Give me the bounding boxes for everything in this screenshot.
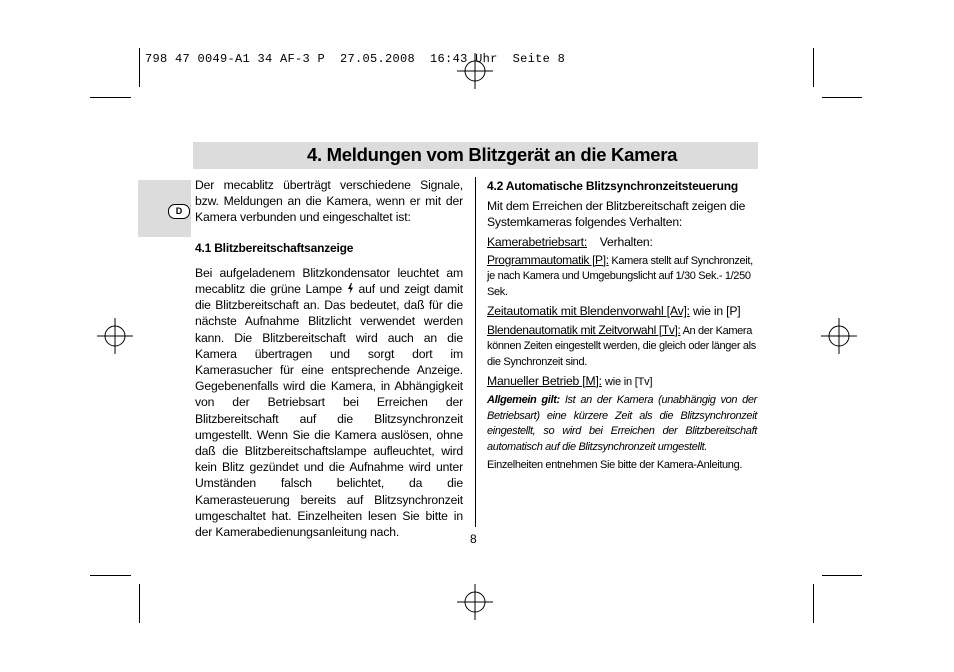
lightning-bolt-icon bbox=[347, 283, 354, 294]
registration-mark-icon bbox=[455, 582, 495, 622]
right-intro: Mit dem Erreichen der Blitzbereitschaft zeigen die Systemkameras folgendes Verhalten: bbox=[487, 199, 746, 230]
crop-mark bbox=[822, 575, 862, 576]
mode-header-row bbox=[487, 234, 757, 250]
general-label: Allgemein gilt: bbox=[487, 394, 560, 407]
mode-tv-text: An der Kamera können Zeiten eingestellt werden, die gleich oder länger als die Synchronzeit sind. bbox=[487, 324, 756, 368]
language-tab bbox=[138, 180, 191, 237]
slug-mid: 43 bbox=[452, 52, 468, 66]
crop-mark bbox=[139, 584, 140, 623]
print-slug bbox=[145, 52, 565, 66]
left-intro: Der mecablitz überträgt verschiedene Signale, bzw. Meldungen an die Kamera, wenn er mit der Kamera verbunden und eingeschaltet ist: bbox=[195, 178, 463, 225]
crop-mark bbox=[90, 97, 131, 98]
page-title: 4. Meldungen vom Blitzgerät an die Kamera bbox=[307, 144, 678, 165]
section-heading-4-1: 4.1 Blitzbereitschaftsanzeige bbox=[195, 240, 354, 255]
slug-right: Uhr Seite 8 bbox=[467, 52, 566, 66]
crop-mark bbox=[822, 97, 862, 98]
mode-p bbox=[487, 253, 757, 301]
slug-left: 798 47 0049-A1 34 AF-3 P 27.05.2008 16: bbox=[145, 52, 453, 66]
language-badge: D bbox=[168, 204, 190, 219]
mode-av bbox=[487, 303, 757, 319]
left-column bbox=[195, 177, 463, 540]
general-text: Ist an der Kamera (unabhängig von der Betriebsart) eine kürzere Zeit als die Blitzsynchronzeit eingestellt, so wird bei Erreichen der Blitzbereitschaft automatisch auf die Blitzsynchronzeit umgestellt. bbox=[487, 394, 758, 453]
left-body-part1: Bei aufgeladenem Blitzkondensator leuchtet am mecablitz die grüne Lampe bbox=[195, 265, 463, 297]
mode-m bbox=[487, 373, 757, 390]
registration-mark-icon bbox=[95, 316, 135, 356]
mode-p-label: Programmautomatik [P]: bbox=[487, 252, 609, 267]
right-column bbox=[487, 178, 757, 474]
left-body-part2: auf und zeigt damit die Blitzbereitschaft an. Das bedeutet, daß für die nächste Aufnahme Blitzlicht verwendet werden kann. Die Blitzbereitschaft wird auch an die Kamera übertragen und sorgt dort im Kamerasucher für eine entsprechende Anzeige. Gegebenenfalls wird die Kamera, in Abhängigkeit von der Betriebsart bei Erreichen der Blitzbereitschaft auf die Blitzsynchronzeit umgestellt. Wenn Sie die Kamera auslösen, ohne daß die Blitzbereitschaftslampe aufleuchtet, wird kein Blitz gezündet und die Aufnahme wird unter Umständen falsch belichtet, da die Kamerasteuerung bereits auf Blitzsynchronzeit umgeschaltet hat. Einzelheiten lesen Sie bitte in der Kamerabedienungsanleitung nach. bbox=[195, 282, 463, 540]
mode-m-text: wie in [Tv] bbox=[605, 376, 653, 389]
section-heading-4-2: 4.2 Automatische Blitzsynchronzeitsteuerung bbox=[487, 179, 739, 193]
title-bar bbox=[193, 142, 758, 169]
crop-mark bbox=[813, 584, 814, 623]
left-body bbox=[195, 265, 463, 540]
mode-p-text: Kamera stellt auf Synchronzeit, je nach Kamera und Umgebungslicht auf 1/30 Sek.- 1/250 Sek. bbox=[487, 254, 753, 298]
mode-tv bbox=[487, 323, 757, 371]
mode-av-label: Zeitautomatik mit Blendenvorwahl [Av]: bbox=[487, 304, 690, 319]
column-divider bbox=[475, 177, 476, 527]
mode-av-text: wie in [P] bbox=[693, 304, 741, 319]
crop-mark bbox=[139, 48, 140, 87]
general-note bbox=[487, 393, 757, 455]
crop-mark bbox=[813, 48, 814, 87]
registration-mark-icon bbox=[819, 316, 859, 356]
mode-m-label: Manueller Betrieb [M]: bbox=[487, 374, 602, 389]
crop-mark bbox=[90, 575, 131, 576]
mode-tv-label: Blendenautomatik mit Zeitvorwahl [Tv]: bbox=[487, 322, 681, 337]
behavior-label: Verhalten: bbox=[599, 234, 653, 249]
mode-label: Kamerabetriebsart: bbox=[487, 234, 588, 249]
page-number: 8 bbox=[470, 532, 477, 546]
footer-note: Einzelheiten entnehmen Sie bitte der Kamera-Anleitung. bbox=[487, 459, 743, 472]
